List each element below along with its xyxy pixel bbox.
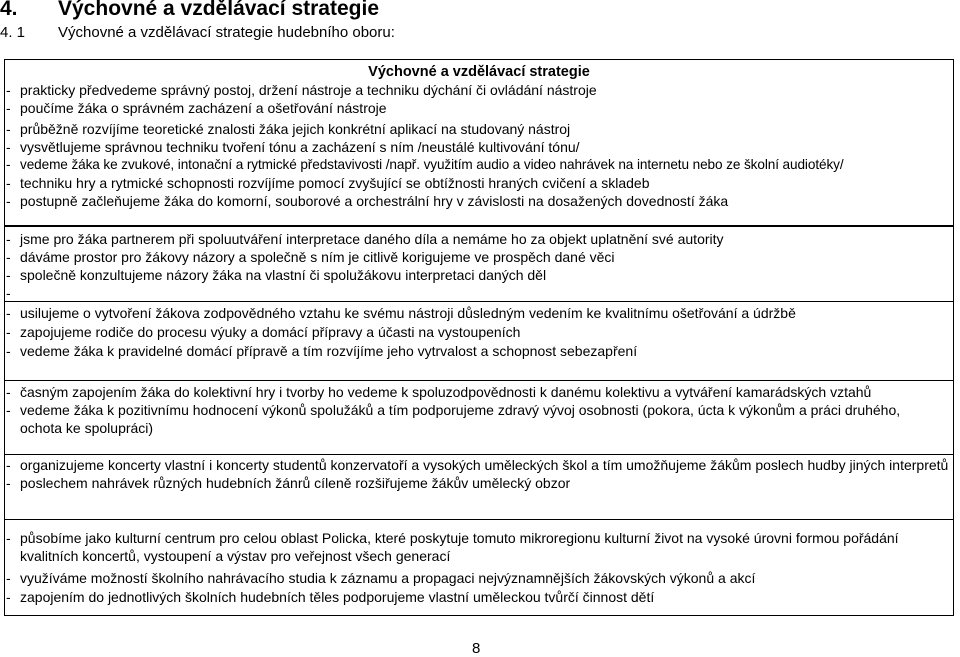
list-item: - zapojením do jednotlivých školních hudebních těles podporujeme vlastní uměleckou tvůrčí činnost dětí bbox=[6, 589, 655, 605]
section-heading bbox=[0, 24, 395, 41]
list-item: - dáváme prostor pro žákovy názory a společně s ním je citlivě korigujeme ve prospěch dané věci bbox=[6, 249, 615, 265]
list-item: - zapojujeme rodiče do procesu výuky a domácí přípravy a účasti na vystoupeních bbox=[6, 324, 521, 340]
list-item: - využíváme možností školního nahrávacího studia k záznamu a propagaci nejvýznamnějších žákovských výkonů a akcí bbox=[6, 570, 756, 586]
list-item: - organizujeme koncerty vlastní i koncerty studentů konzervatoří a vysokých uměleckých škol a tím umožňujeme žákům poslech hudby jiných interpretů bbox=[6, 457, 949, 473]
list-item: - prakticky předvedeme správný postoj, držení nástroje a techniku dýchání či ovládání nástroje bbox=[6, 82, 597, 98]
table-title: Výchovné a vzdělávací strategie bbox=[368, 64, 590, 80]
list-item: - techniku hry a rytmické schopnosti rozvíjíme pomocí zvyšující se obtížnosti hraných cvičení a skladeb bbox=[6, 175, 650, 191]
list-item: - poučíme žáka o správném zacházení a ošetřování nástroje bbox=[6, 100, 387, 116]
list-item: - průběžně rozvíjíme teoretické znalosti žáka jejich konkrétní aplikací na studovaný nástroj bbox=[6, 121, 571, 137]
strategies-table bbox=[4, 59, 956, 617]
list-item: - usilujeme o vytvoření žákova zodpovědného vztahu ke svému nástroji důsledným vedením ke kvalitnímu ošetřování a údržbě bbox=[6, 305, 796, 321]
list-item: - vysvětlujeme správnou techniku tvoření tónu a zacházení s ním /neustálé kultivování tónu/ bbox=[6, 139, 580, 155]
list-item: - vedeme žáka ke zvukové, intonační a rytmické představivosti /např. využitím audio a video nahrávek na internetu nebo ze školní audiotéky/ bbox=[6, 157, 844, 172]
list-item: - vedeme žáka k pozitivnímu hodnocení výkonů spolužáků a tím podporujeme zdravý vývoj osobnosti (pokora, úcta k výkonům a práci druhého, ochota ke spolupráci) bbox=[6, 402, 901, 436]
section-title: Výchovné a vzdělávací strategie hudebního oboru: bbox=[58, 24, 395, 41]
section-number: 4. 1 bbox=[0, 24, 26, 41]
chapter-heading bbox=[0, 0, 379, 21]
list-item: - časným zapojením žáka do kolektivní hry i tvorby ho vedeme k spoluzodpovědnosti k danému kolektivu a vytváření kamarádských vztahů bbox=[6, 384, 872, 400]
chapter-title: Výchovné a vzdělávací strategie bbox=[58, 0, 379, 20]
chapter-number: 4. bbox=[0, 0, 18, 20]
list-item: - společně konzultujeme názory žáka na vlastní či spolužákovu interpretaci daných děl bbox=[6, 267, 547, 283]
list-item: - bbox=[6, 285, 11, 301]
list-item: - vedeme žáka k pravidelné domácí přípravě a tím rozvíjíme jeho vytrvalost a schopnost sebezapření bbox=[6, 343, 638, 359]
list-item: - poslechem nahrávek různých hudebních žánrů cíleně rozšiřujeme žákův umělecký obzor bbox=[6, 475, 571, 491]
list-item: - postupně začleňujeme žáka do komorní, souborové a orchestrální hry v závislosti na dosažených dovedností žáka bbox=[6, 193, 729, 209]
list-item: - jsme pro žáka partnerem při spoluutváření interpretace daného díla a nemáme ho za objekt uplatnění své autority bbox=[6, 231, 724, 247]
list-item: - působíme jako kulturní centrum pro celou oblast Policka, které poskytuje tomuto mikroregionu kulturní život na vysoké úrovni formou pořádání kvalitních koncertů, vystoupení a výstav pro veřejnost všech generací bbox=[6, 530, 899, 564]
page-number: 8 bbox=[472, 640, 481, 657]
